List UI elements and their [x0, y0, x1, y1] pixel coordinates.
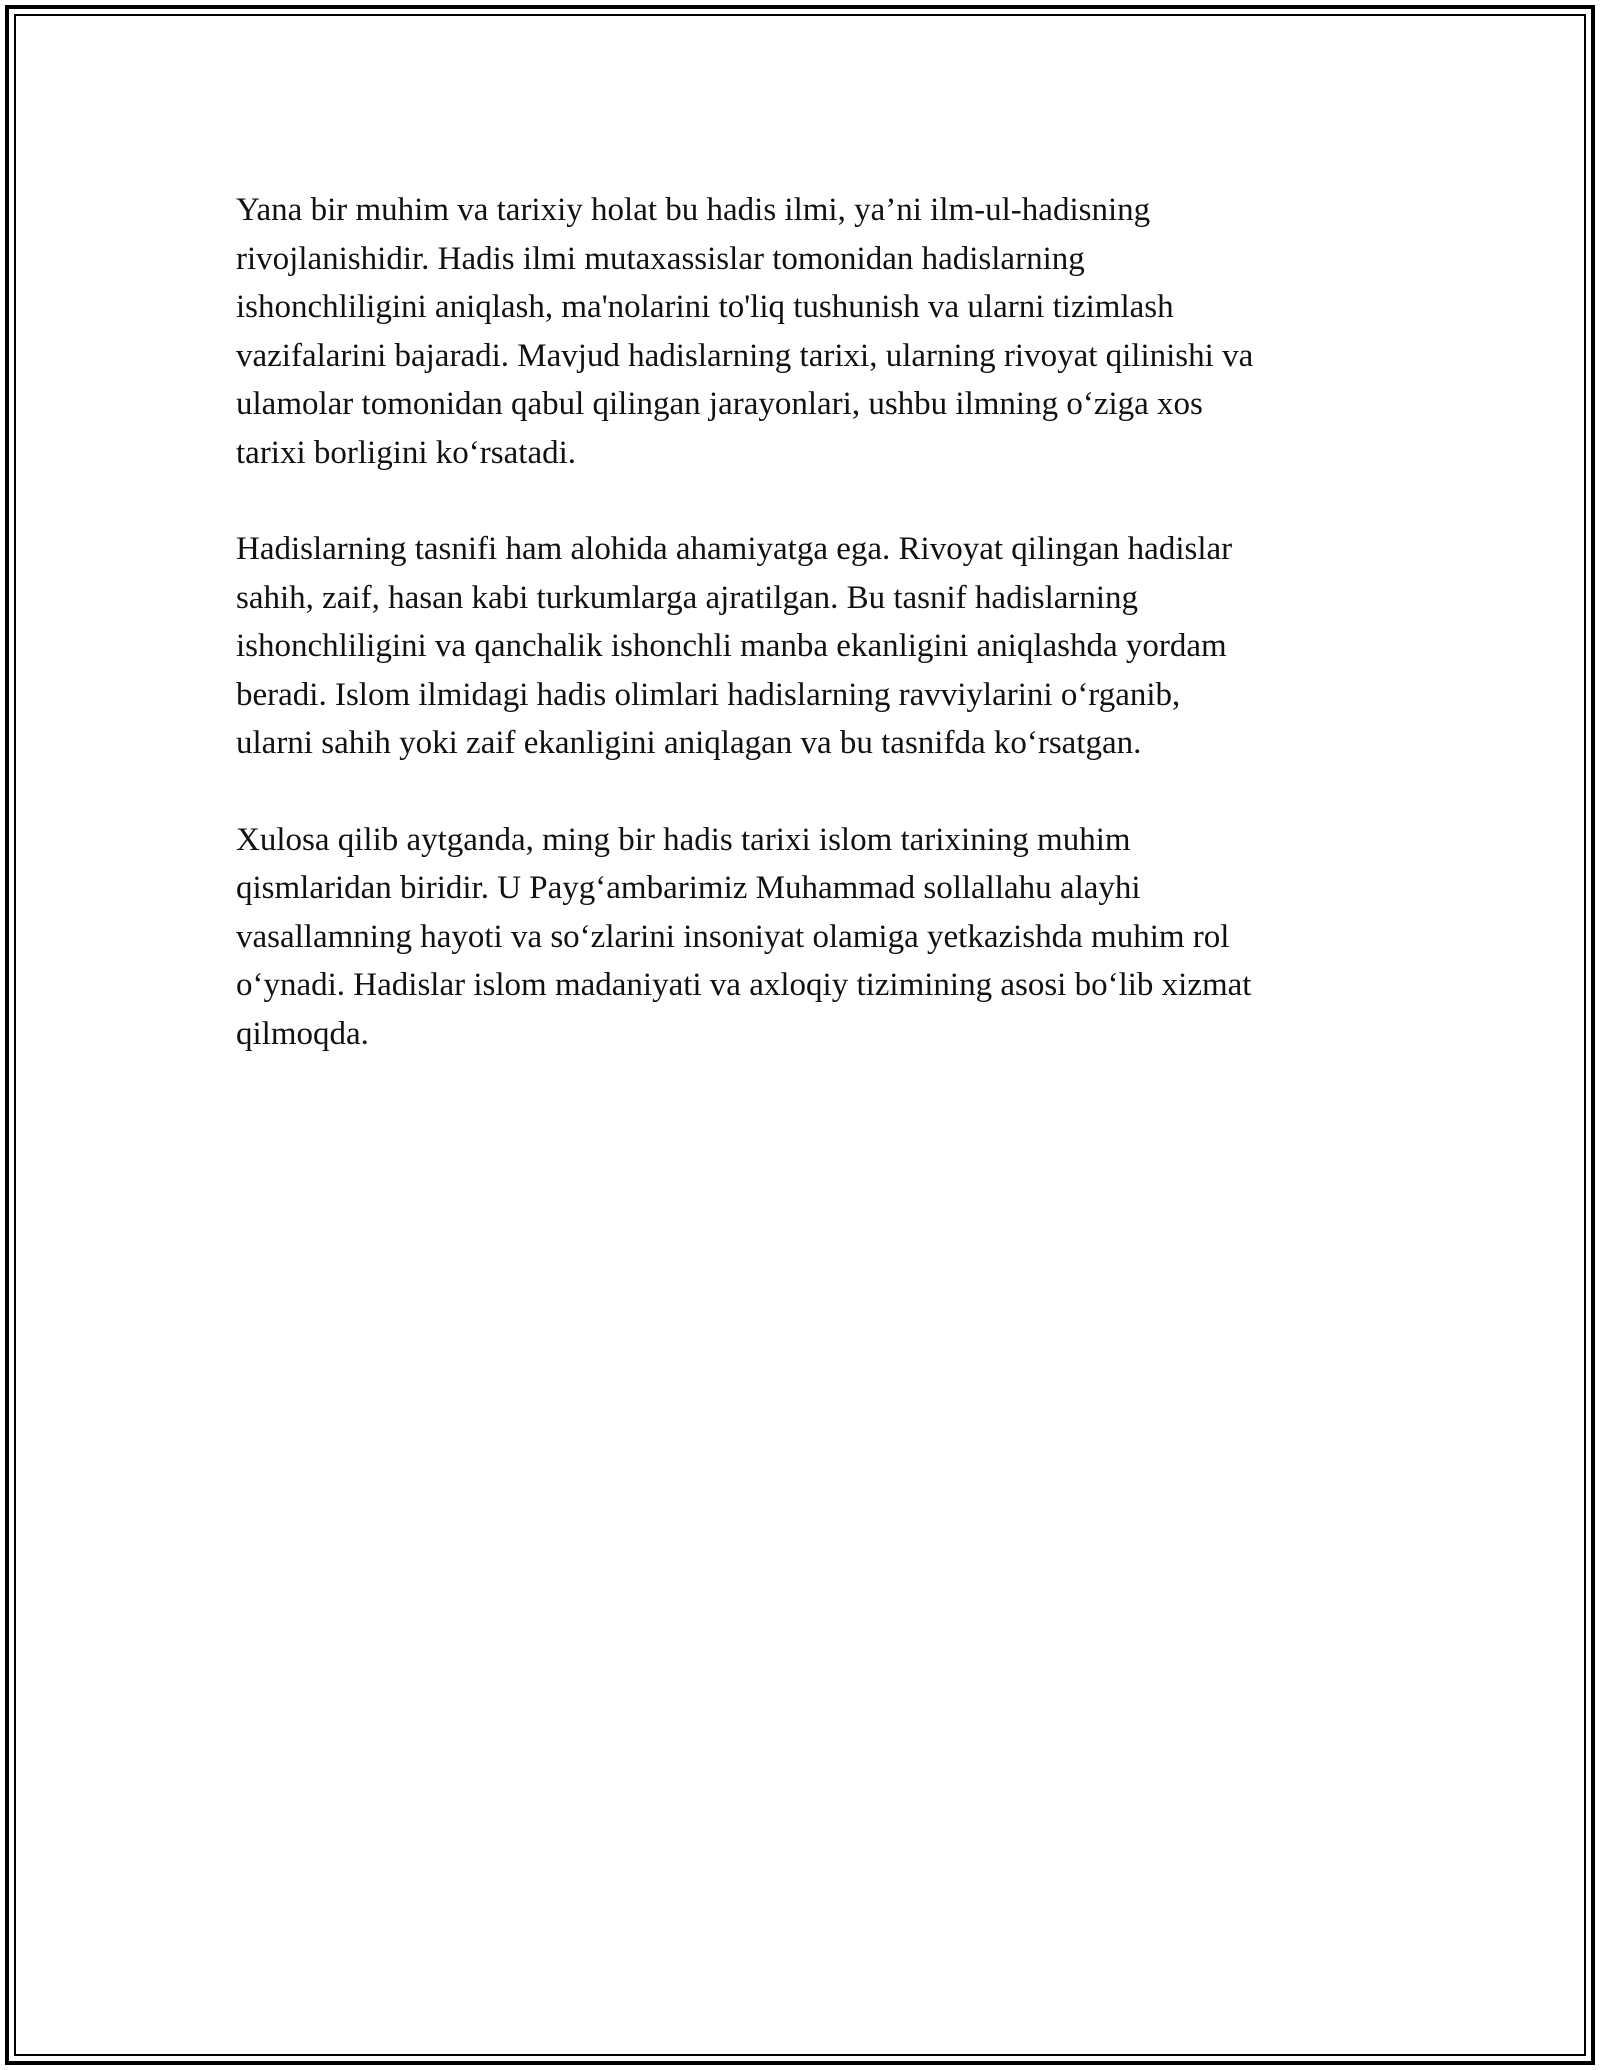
paragraph-3: Xulosa qilib aytganda, ming bir hadis tarixi islom tarixining muhim qismlaridan biridir. U Payg‘ambarimiz Muhammad sollallahu alayhi vasallamning hayoti va so‘zlarini insoniyat olamiga yetkazishda muhim rol o‘ynadi. Hadislar islom madaniyati va axloqiy tizimining asosi bo‘lib xizmat qilmoqda.	[236, 821, 1252, 1052]
paragraph-1: Yana bir muhim va tarixiy holat bu hadis ilmi, ya’ni ilm-ul-hadisning rivojlanishidir. Hadis ilmi mutaxassislar tomonidan hadislarning ishonchliligini aniqlash, ma'nolarini to'liq tushunish va ularni tizimlash vazifalarini bajaradi. Mavjud hadislarning tarixi, ularning rivoyat qilinishi va ulamolar tomonidan qabul qilingan jarayonlari, ushbu ilmning o‘ziga xos tarixi borligini ko‘rsatadi.	[236, 192, 1254, 471]
paragraph-2: Hadislarning tasnifi ham alohida ahamiyatga ega. Rivoyat qilingan hadislar sahih, zaif, hasan kabi turkumlarga ajratilgan. Bu tasnif hadislarning ishonchliligini va qanchalik ishonchli manba ekanligini aniqlashda yordam beradi. Islom ilmidagi hadis olimlari hadislarning ravviylarini o‘rganib, ularni sahih yoki zaif ekanligini aniqlagan va bu tasnifda ko‘rsatgan.	[236, 531, 1233, 761]
document-body	[236, 186, 1386, 1106]
